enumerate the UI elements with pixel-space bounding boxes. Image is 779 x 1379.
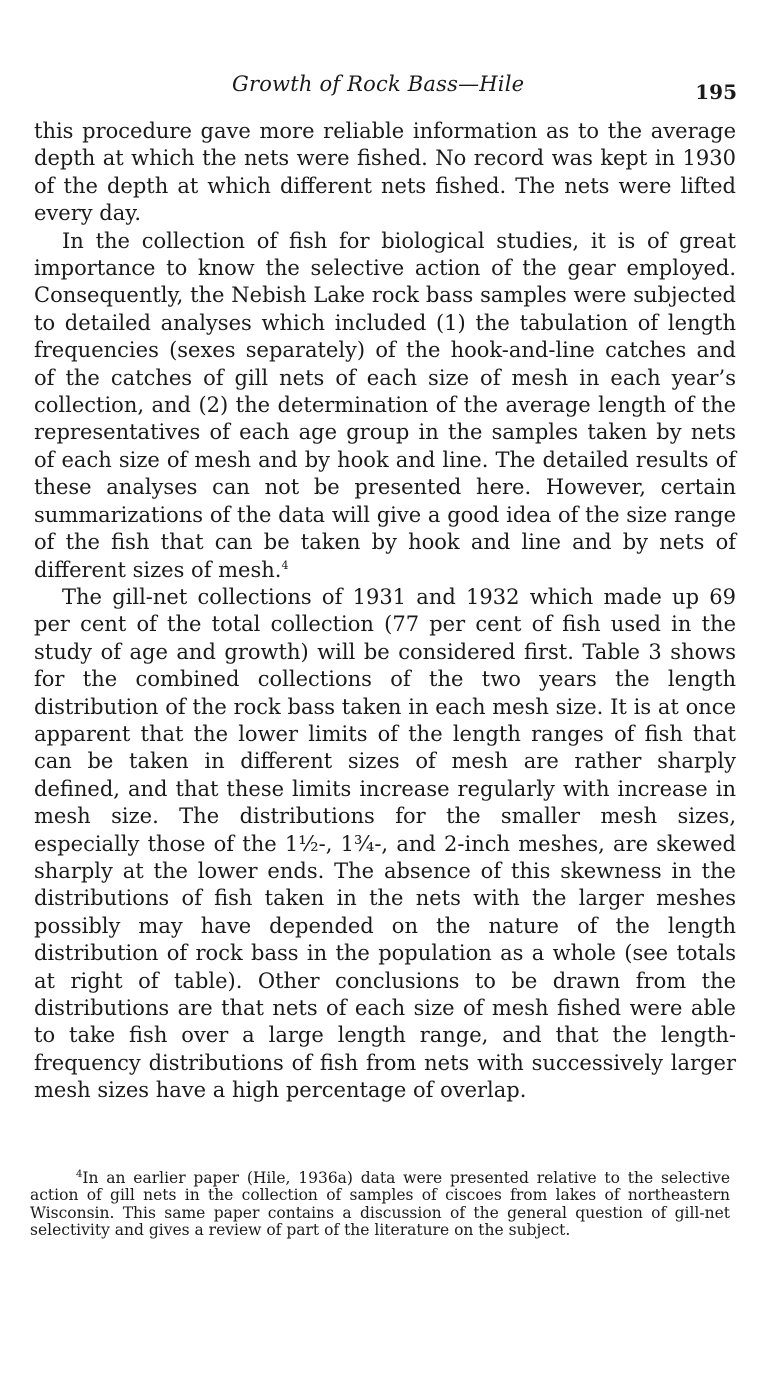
footnote-reference: 4 <box>281 558 289 572</box>
paragraph-selective-action <box>34 228 736 584</box>
footnote-text: In an earlier paper (Hile, 1936a) data were presented relative to the selective action of gill nets in the collection of samples of ciscoes from lakes of northeastern Wisconsin. This same paper contains a discussion of the general question of gill-net selectivity and gives a review of part of the literature on the subject. <box>30 1169 730 1240</box>
footnote-marker: 4 <box>76 1168 83 1180</box>
paragraph-continued: this procedure gave more reliable information as to the average depth at which the nets were fished. No record was kept in 1930 of the depth at which different nets fished. The nets were lifted every day. <box>34 119 736 226</box>
running-title: Growth of Rock Bass—Hile <box>232 72 525 96</box>
running-head <box>0 72 779 102</box>
body-text <box>34 118 736 1105</box>
page-number: 195 <box>695 80 737 104</box>
paragraph-gill-net-collections: The gill-net collections of 1931 and 1932 which made up 69 per cent of the total collection (77 per cent of fish used in the study of age and growth) will be considered first. Table 3 shows for the combined collections of the two years the length distribution of the rock bass taken in each mesh size. It is at once apparent that the lower limits of the length ranges of fish that can be taken in different sizes of mesh are rather sharply defined, and that these limits increase regularly with increase in mesh size. The distributions for the smaller mesh sizes, especially those of the 1½-, 1¾-, and 2-inch meshes, are skewed sharply at the lower ends. The absence of this skewness in the distributions of fish taken in the nets with the larger meshes possibly may have depended on the nature of the length distribution of rock bass in the population as a whole (see totals at right of table). Other conclusions to be drawn from the distributions are that nets of each size of mesh fished were able to take fish over a large length range, and that the length-frequency distributions of fish from nets with successively larger mesh sizes have a high percentage of overlap. <box>34 584 736 1103</box>
paragraph-selective-action-text: In the collection of fish for biological studies, it is of great importance to know the selective action of the gear employed. Consequently, the Nebish Lake rock bass samples were subjected to detailed analyses which included (1) the tabulation of length frequencies (sexes separately) of the hook-and-line catches and of the catches of gill nets of each size of mesh in each year’s collection, and (2) the determination of the average length of the representatives of each age group in the samples taken by nets of each size of mesh and by hook and line. The detailed results of these analyses can not be presented here. However, certain summarizations of the data will give a good idea of the size range of the fish that can be taken by hook and line and by nets of different sizes of mesh. <box>34 228 736 582</box>
footnote <box>30 1170 730 1240</box>
